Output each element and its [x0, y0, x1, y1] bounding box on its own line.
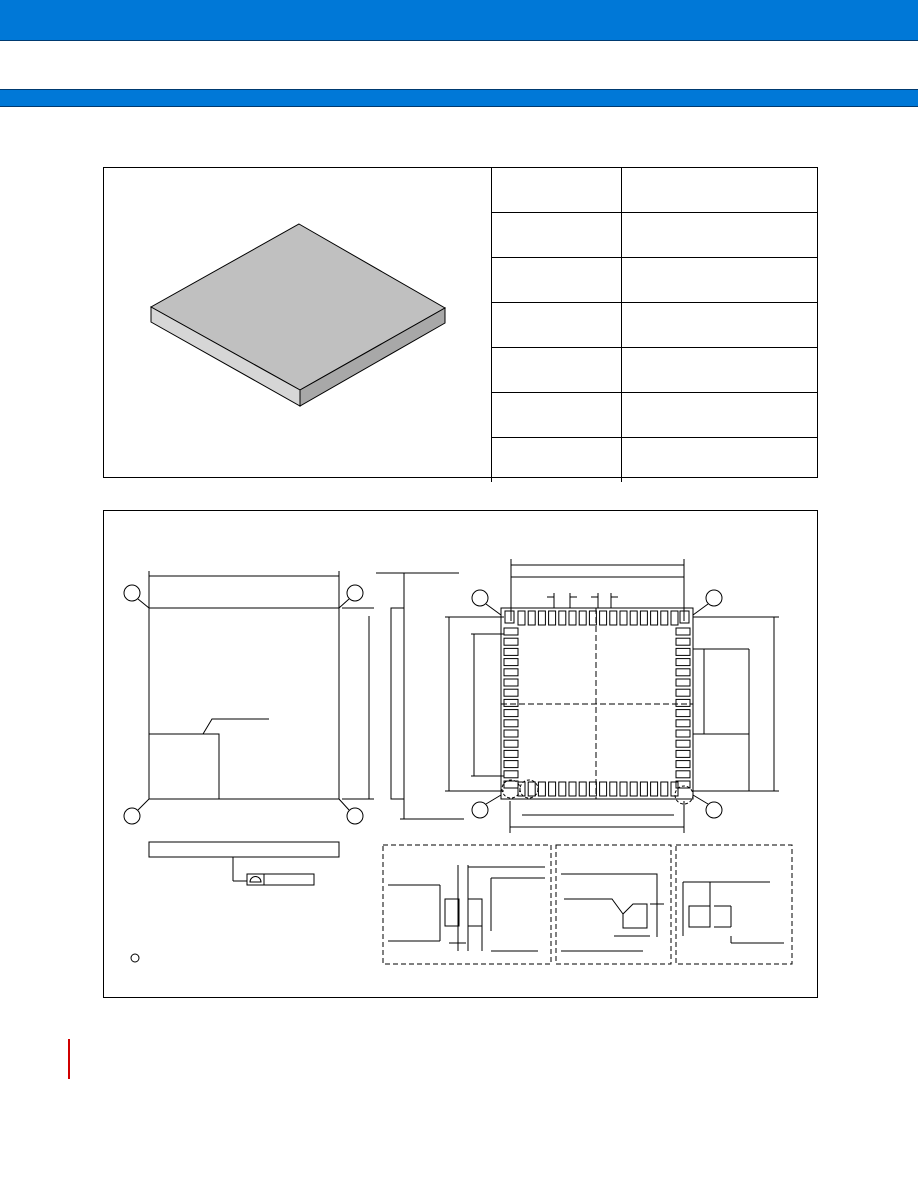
chamfered-pad — [623, 904, 647, 928]
spec-value — [622, 393, 819, 438]
pad — [579, 611, 586, 625]
pad — [676, 659, 690, 666]
detail-views — [383, 845, 792, 964]
spec-value — [622, 258, 819, 303]
pad — [600, 611, 607, 625]
pads-left-column — [504, 628, 518, 788]
spec-value — [622, 213, 819, 258]
pad — [569, 611, 576, 625]
side-view — [376, 573, 464, 819]
pad — [676, 679, 690, 686]
corner-marker-pad-bottom-right — [706, 802, 722, 818]
detail-view-a — [383, 845, 551, 964]
package-spec-table — [491, 168, 818, 482]
package-dimension-drawing-panel — [103, 510, 818, 998]
pad — [504, 648, 518, 655]
pad — [676, 750, 690, 757]
pad — [504, 730, 518, 737]
pad — [559, 611, 566, 625]
pad — [610, 782, 617, 796]
spec-row — [492, 393, 819, 438]
pad — [661, 782, 668, 796]
page-edge-marker — [68, 1039, 70, 1079]
pad — [676, 669, 690, 676]
detail-view-a-content — [388, 865, 545, 951]
pad — [676, 689, 690, 696]
corner-marker-top-right — [347, 585, 363, 601]
top-view — [124, 571, 374, 824]
spec-value — [622, 168, 819, 213]
pad — [528, 611, 535, 625]
pad — [569, 782, 576, 796]
pad — [676, 730, 690, 737]
pad — [504, 659, 518, 666]
pad — [630, 782, 637, 796]
pad — [676, 710, 690, 717]
pad — [671, 782, 678, 796]
package-top-face — [151, 224, 445, 390]
spec-row — [492, 438, 819, 483]
dimension-drawing — [104, 511, 817, 997]
pads-right-column — [676, 628, 690, 788]
detail-view-c — [676, 845, 792, 964]
spec-row — [492, 348, 819, 393]
pad — [504, 689, 518, 696]
seating-plane-view — [131, 842, 339, 962]
pad — [579, 782, 586, 796]
pad — [504, 720, 518, 727]
detail-callout-circle-left — [502, 780, 520, 798]
pad — [518, 611, 525, 625]
pad — [589, 611, 596, 625]
corner-pad-top-left — [505, 611, 514, 623]
corner-marker-pad-top-left — [472, 590, 488, 606]
side-view-body — [391, 608, 404, 799]
pad — [676, 638, 690, 645]
pad — [676, 740, 690, 747]
pad — [538, 611, 545, 625]
pad — [504, 638, 518, 645]
pad — [538, 782, 545, 796]
pad — [640, 782, 647, 796]
pad — [504, 740, 518, 747]
pad — [671, 611, 678, 625]
detail-view-c-content — [683, 882, 784, 943]
pad — [676, 761, 690, 768]
pad — [549, 782, 556, 796]
spec-value — [622, 438, 819, 483]
pad — [504, 679, 518, 686]
pad — [504, 710, 518, 717]
spec-row — [492, 213, 819, 258]
spec-row — [492, 303, 819, 348]
flatness-icon — [250, 877, 261, 883]
pad — [504, 761, 518, 768]
spec-label — [492, 258, 622, 303]
pad — [630, 611, 637, 625]
pad — [610, 611, 617, 625]
spec-row — [492, 168, 819, 213]
header-top-band — [0, 0, 918, 41]
spec-label — [492, 348, 622, 393]
seating-plane-body — [149, 842, 339, 857]
pad — [676, 648, 690, 655]
flatness-symbol-frame — [247, 874, 314, 885]
pads-top-row — [518, 611, 678, 625]
package-overview-panel — [103, 167, 818, 478]
pad — [559, 782, 566, 796]
header-secondary-band — [0, 89, 918, 107]
corner-marker-pad-bottom-left — [472, 802, 488, 818]
corner-marker-bottom-right — [347, 808, 363, 824]
corner-marker-bottom-left — [124, 808, 140, 824]
pad — [600, 782, 607, 796]
spec-label — [492, 168, 622, 213]
spec-row — [492, 258, 819, 303]
pad — [640, 611, 647, 625]
pad — [504, 669, 518, 676]
spec-label — [492, 438, 622, 483]
top-view-body — [149, 608, 339, 799]
pad — [620, 782, 627, 796]
corner-marker-top-left — [124, 585, 140, 601]
package-3d-illustration — [104, 168, 490, 477]
pad — [676, 699, 690, 706]
pad — [620, 611, 627, 625]
pad — [661, 611, 668, 625]
spec-label — [492, 213, 622, 258]
detail-view-b-content — [561, 874, 664, 951]
pad — [589, 782, 596, 796]
pad-view — [445, 559, 779, 833]
spec-label — [492, 393, 622, 438]
pad — [676, 771, 690, 778]
spec-value — [622, 303, 819, 348]
pads-bottom-row — [518, 782, 678, 796]
pad — [549, 611, 556, 625]
pad — [504, 628, 518, 635]
corner-marker-pad-top-right — [706, 590, 722, 606]
pad — [528, 782, 535, 796]
pad — [676, 628, 690, 635]
pad — [504, 771, 518, 778]
square-pad — [689, 906, 710, 927]
spec-label — [492, 303, 622, 348]
pad — [504, 699, 518, 706]
pad — [651, 611, 658, 625]
note-marker — [131, 954, 139, 962]
spec-value — [622, 348, 819, 393]
pad — [504, 750, 518, 757]
pad — [651, 782, 658, 796]
pad — [676, 720, 690, 727]
